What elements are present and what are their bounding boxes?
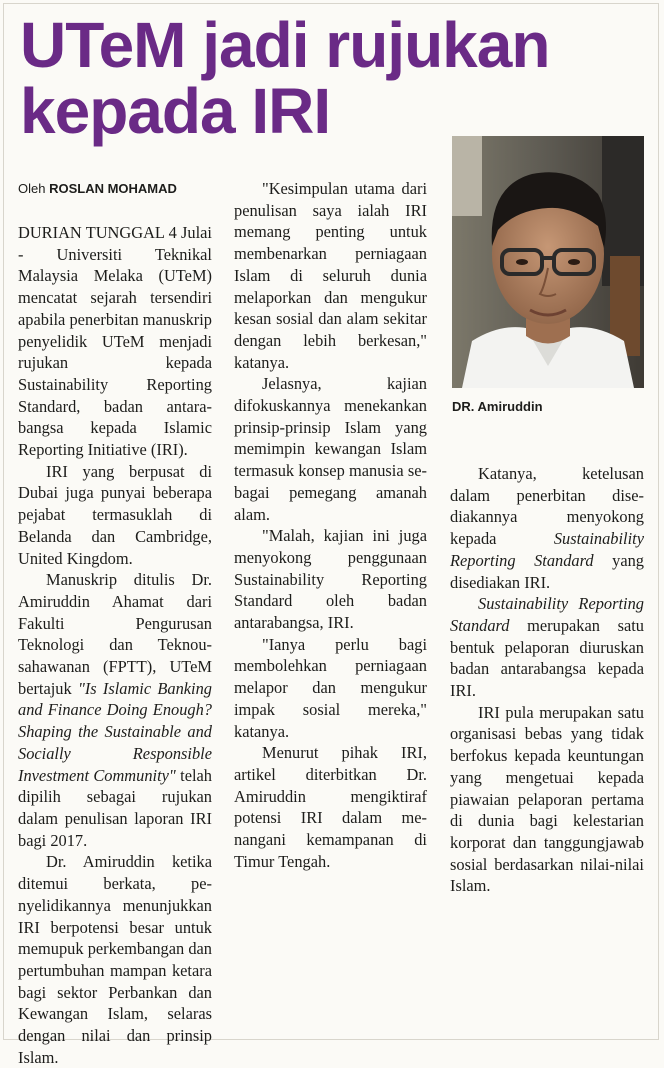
paragraph-1: DURIAN TUNGGAL 4 Julai - Universiti Teknikal Malaysia Melaka (UTeM) mencatat sejarah tersendiri apabila penerbitan manuskrip penyelidik UTeM menjadi rujukan kepada Sustainability Reporting Standard, badan antarabangsa kepada Islamic Reporting Initiative (IRI). bbox=[18, 223, 212, 460]
manuscript-title: "Is Islamic Banking and Finance Doing Enough? Shaping the Sustainable and Socially Responsible Investment Community" bbox=[18, 678, 212, 785]
column-1 bbox=[18, 222, 212, 1067]
byline-prefix: Oleh bbox=[18, 181, 46, 196]
paragraph-3 bbox=[18, 569, 212, 851]
paragraph-11-text: merupakan satu bentuk pelaporan diuruskan badan antarabangsa kepada IRI. bbox=[450, 615, 644, 701]
standard-name-2: Sustainability Reporting Standard bbox=[450, 594, 644, 635]
author-portrait-image bbox=[452, 136, 644, 388]
paragraph-10 bbox=[450, 463, 644, 593]
author-photo bbox=[452, 136, 644, 388]
headline: UTeM jadi rujukan kepada IRI bbox=[20, 9, 550, 147]
paragraph-7: "Malah, kajian ini juga menyokong penggunaan Sustainability Reporting Standard oleh badan antarabangsa, IRI. bbox=[234, 526, 427, 633]
paragraph-5: "Kesimpulan utama dari penulisan saya ialah IRI memang penting untuk membenarkan perniagaan Islam di seluruh dunia melaporkan dan mengukur kesan sosial dan alam sekitar dengan lebih berkesan," katanya. bbox=[234, 179, 427, 372]
standard-name: Sustainability Reporting Standard bbox=[450, 529, 644, 570]
paragraph-10-text-a: Katanya, ketelusan dalam penerbitan disediakannya menyokong kepada bbox=[450, 464, 644, 549]
paragraph-2: IRI yang berpusat di Dubai juga punyai beberapa pejabat termasuklah di Belanda dan Cambridge, United Kingdom. bbox=[18, 461, 212, 568]
paragraph-12: IRI pula merupakan satu organisasi bebas yang tidak berfokus kepada keuntungan yang mengetuai kepada piawaian pelaporan pertama di dunia bagi kelestarian korporat dan tanggungjawab sosial berdasarkan nilai-nilai Islam. bbox=[450, 702, 644, 896]
paragraph-11 bbox=[450, 593, 644, 702]
paragraph-3-text-a: Manuskrip ditulis Dr. Amiruddin Ahamat dari Fakulti Pengurusan Teknologi dan Teknousahawanan (FPTT), UTeM bertajuk bbox=[18, 570, 212, 698]
paragraph-6: Jelasnya, kajian difokuskannya menekankan prinsip-prinsip Islam yang memimpin kewangan Islam termasuk konsep manusia sebagai pemegang amanah alam. bbox=[234, 374, 427, 524]
photo-caption: DR. Amiruddin bbox=[452, 399, 543, 414]
column-3 bbox=[450, 463, 644, 897]
paragraph-8: "Ianya perlu bagi membolehkan perniagaan melapor dan mengukur impak sosial mereka," katanya. bbox=[234, 634, 427, 741]
column-2 bbox=[234, 178, 427, 871]
paragraph-9: Menurut pihak IRI, artikel diterbitkan Dr. Amiruddin mengiktiraf potensi IRI dalam menangani kemampanan di Timur Tengah. bbox=[234, 743, 427, 871]
byline bbox=[18, 180, 177, 198]
paragraph-10-text-b: yang disediakan IRI. bbox=[450, 550, 644, 592]
paragraph-4: Dr. Amiruddin ketika ditemui berkata, penyelidikannya menunjukkan IRI berpotensi besar untuk memupuk perkembangan dan pertumbuhan mampan ketara bagi sektor Perbankan dan Kewangan Islam, selaras dengan nilai dan prinsip Islam. bbox=[18, 852, 212, 1067]
byline-author: ROSLAN MOHAMAD bbox=[49, 181, 177, 196]
paragraph-3-text-b: telah dipilih sebagai rujukan dalam penulisan laporan IRI bagi 2017. bbox=[18, 765, 212, 850]
